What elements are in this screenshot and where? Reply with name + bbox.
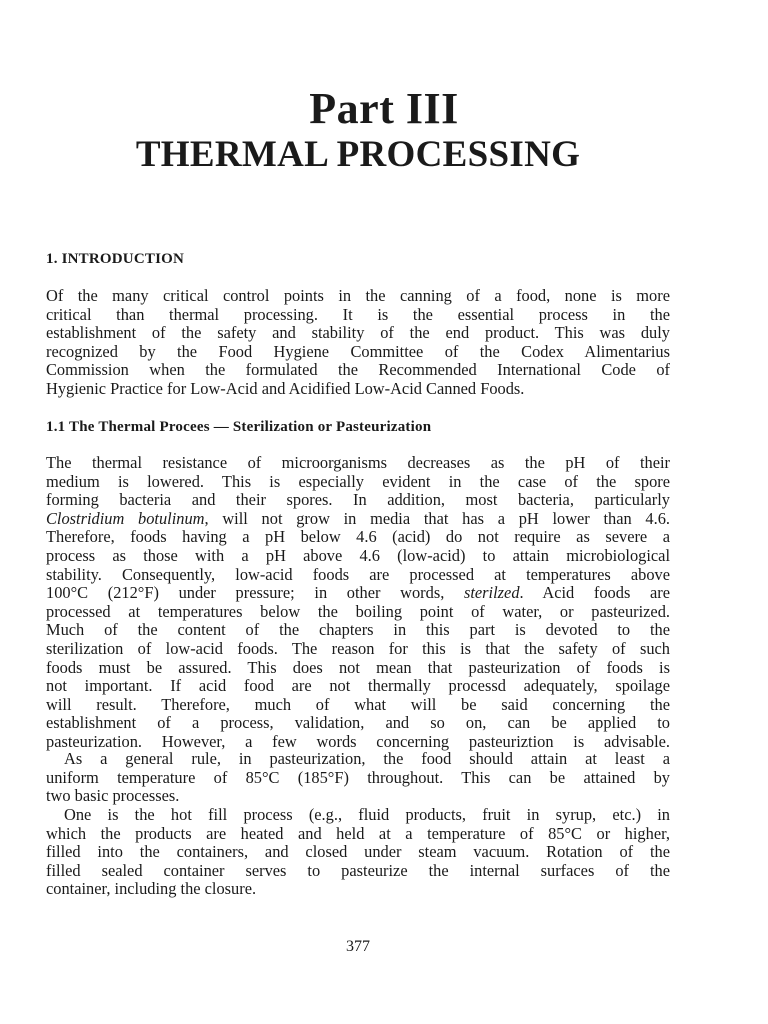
text-line: which the products are heated and held at a temperature of 85°C or higher, <box>46 823 670 843</box>
text-line: pasteurization. However, a few words concerning pasteuriztion is advisable. <box>46 731 670 751</box>
text-line: will result. Therefore, much of what will be said concerning the <box>46 694 670 714</box>
text-line: As a general rule, in pasteurization, the food should attain at least a <box>64 749 670 768</box>
text-line: critical than thermal processing. It is the essential process in the <box>46 304 670 324</box>
text-line: medium is lowered. This is especially evident in the case of the spore <box>46 471 670 491</box>
text-line: One is the hot fill process (e.g., fluid products, fruit in syrup, etc.) in <box>64 805 670 824</box>
text-line: uniform temperature of 85°C (185°F) throughout. This can be attained by <box>46 767 670 787</box>
text-line: not important. If acid food are not thermally processd adequately, spoilage <box>46 676 670 696</box>
section-heading-introduction: 1. INTRODUCTION <box>46 251 185 267</box>
text-line: Therefore, foods having a pH below 4.6 (acid) do not require as severe a <box>46 527 670 547</box>
text-line-italic-sterilzed: 100°C (212°F) under pressure; in other words, sterilzed. Acid foods are <box>46 583 670 603</box>
text-line: foods must be assured. This does not mean that pasteurization of foods is <box>46 657 670 677</box>
general-rule-paragraph <box>46 750 670 806</box>
page-number: 377 <box>346 938 370 955</box>
text-line: Commission when the formulated the Recommended International Code of <box>46 360 670 380</box>
text-line: Hygienic Practice for Low-Acid and Acidified Low-Acid Canned Foods. <box>46 378 525 398</box>
text-line: The thermal resistance of microorganisms decreases as the pH of their <box>46 453 670 472</box>
text-line: two basic processes. <box>46 786 180 806</box>
text-line: container, including the closure. <box>46 879 257 899</box>
thermal-process-paragraph <box>46 454 670 752</box>
text-line: filled into the containers, and closed under steam vacuum. Rotation of the <box>46 842 670 862</box>
text-line: stability. Consequently, low-acid foods are processed at temperatures above <box>46 564 670 584</box>
text-line: processed at temperatures below the boiling point of water, or pasteurized. <box>46 601 670 621</box>
text-line: filled sealed container serves to pasteurize the internal surfaces of the <box>46 860 670 880</box>
text-line: process as those with a pH above 4.6 (low-acid) to attain microbiological <box>46 545 670 565</box>
hot-fill-paragraph <box>46 806 670 899</box>
text-line: establishment of a process, validation, and so on, can be applied to <box>46 713 670 733</box>
text-line: forming bacteria and their spores. In addition, most bacteria, particularly <box>46 490 670 510</box>
part-label: Part III <box>309 84 459 133</box>
text-line: recognized by the Food Hygiene Committee of the Codex Alimentarius <box>46 341 670 361</box>
section-heading-thermal-process: 1.1 The Thermal Procees — Sterilization or Pasteurization <box>46 419 432 435</box>
introduction-paragraph <box>46 287 670 399</box>
text-line: Much of the content of the chapters in this part is devoted to the <box>46 620 670 640</box>
text-line-italic-organism: Clostridium botulinum, will not grow in media that has a pH lower than 4.6. <box>46 508 670 528</box>
text-line: Of the many critical control points in the canning of a food, none is more <box>46 286 670 305</box>
text-line: sterilization of low-acid foods. The reason for this is that the safety of such <box>46 638 670 658</box>
text-line: establishment of the safety and stability of the end product. This was duly <box>46 323 670 343</box>
part-title: THERMAL PROCESSING <box>135 134 581 175</box>
